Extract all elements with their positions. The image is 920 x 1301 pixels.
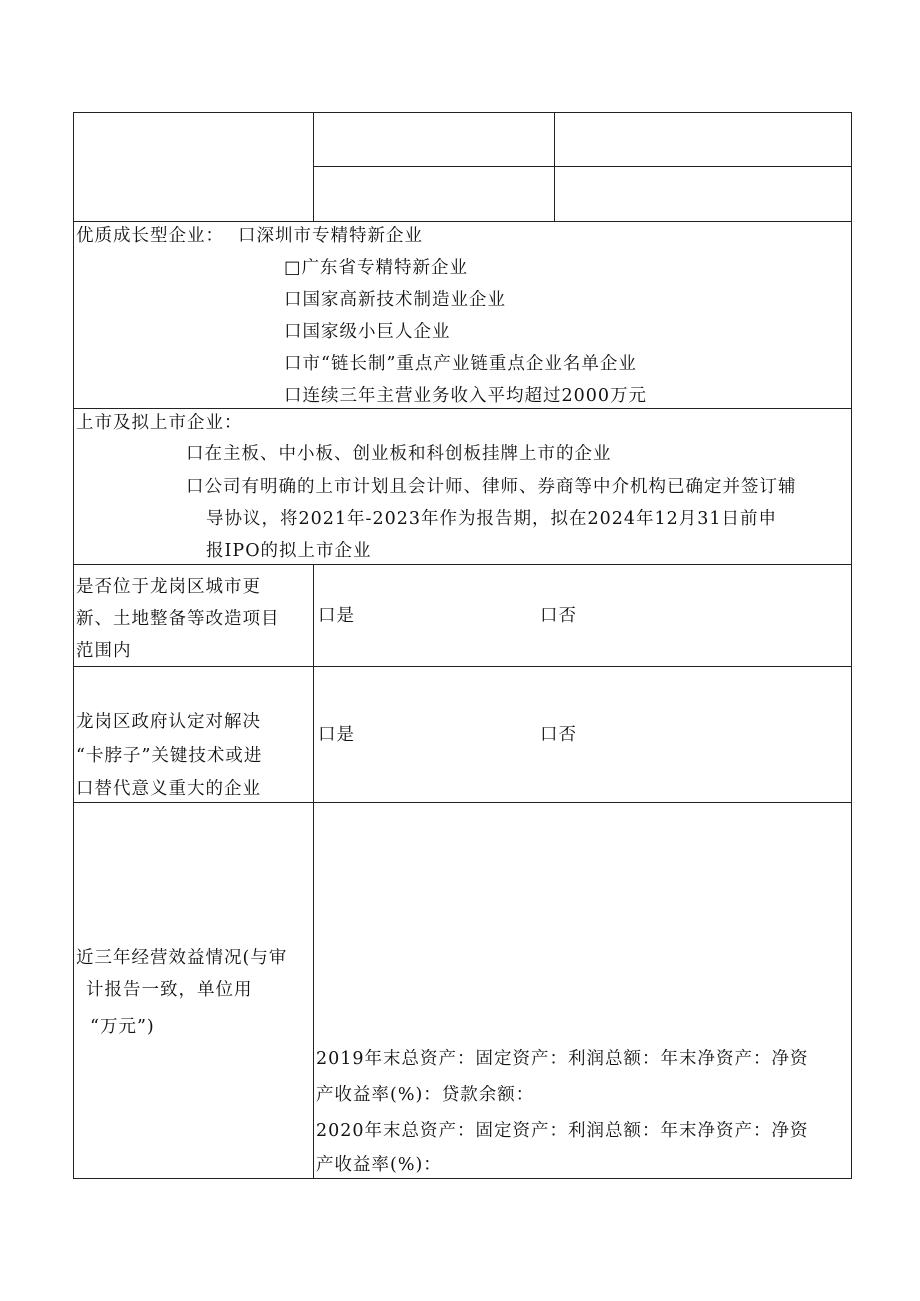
lower-column-divider [313,564,314,1179]
finance-2019-line-1: 2019年末总资产：固定资产：利润总额：年末净资产：净资 [316,1049,809,1069]
renewal-no-option[interactable]: 口否 [540,606,577,626]
quality-option-4[interactable]: 口国家级小巨人企业 [284,322,451,342]
finance-2020-line-1: 2020年末总资产：固定资产：利润总额：年末净资产：净资 [316,1121,809,1141]
renewal-label-line-1: 是否位于龙岗区城市更 [76,577,261,597]
keytech-no-option[interactable]: 口否 [540,725,577,745]
quality-option-6[interactable]: 口连续三年主营业务收入平均超过2000万元 [284,386,648,406]
keytech-label-line-1: 龙岗区政府认定对解决 [76,712,261,732]
quality-option-5[interactable]: 口市“链长制”重点产业链重点企业名单企业 [284,354,637,374]
renewal-label-line-3: 范围内 [76,641,132,661]
finance-label-line-1: 近三年经营效益情况(与审 [76,948,288,968]
finance-2020-line-2: 产收益率(%)： [316,1155,442,1175]
row-line-finance [73,802,852,803]
table-left-border [73,112,74,1179]
quality-option-2[interactable]: □广东省专精特新企业 [284,258,469,278]
listed-option-2-line-1[interactable]: 口公司有明确的上市计划且会计师、律师、券商等中介机构已确定并签订辅 [186,477,797,497]
listed-label: 上市及拟上市企业： [76,413,243,433]
finance-label-line-3: “万元”) [90,1017,155,1037]
renewal-label-line-2: 新、土地整备等改造项目 [76,609,280,629]
finance-label-line-2: 计报告一致，单位用 [86,980,253,1000]
renewal-yes-option[interactable]: 口是 [318,606,355,626]
table-bottom-border [73,1178,852,1179]
keytech-label-line-2: “卡脖子”关键技术或进 [76,746,263,766]
row-line-listed [73,408,852,409]
row-line-quality [73,221,852,222]
listed-option-2-line-2: 导协议，将2021年-2023年作为报告期，拟在2024年12月31日前申 [206,509,778,529]
keytech-label-line-3: 口替代意义重大的企业 [76,779,261,799]
row-line-keytech [73,666,852,667]
table-right-border [851,112,852,1179]
quality-growth-label: 优质成长型企业： [76,226,224,246]
finance-2019-line-2: 产收益率(%)：贷款余额： [316,1085,535,1105]
row-line-renewal [73,564,852,565]
quality-option-1[interactable]: 口深圳市专精特新企业 [238,226,423,246]
keytech-yes-option[interactable]: 口是 [318,725,355,745]
listed-option-2-line-3: 报IPO的拟上市企业 [206,541,372,561]
listed-option-1[interactable]: 口在主板、中小板、创业板和科创板挂牌上市的企业 [186,444,612,464]
table-top-border [73,112,852,113]
quality-option-3[interactable]: 口国家高新技术制造业企业 [284,290,506,310]
top-block-mid-line [313,166,852,167]
